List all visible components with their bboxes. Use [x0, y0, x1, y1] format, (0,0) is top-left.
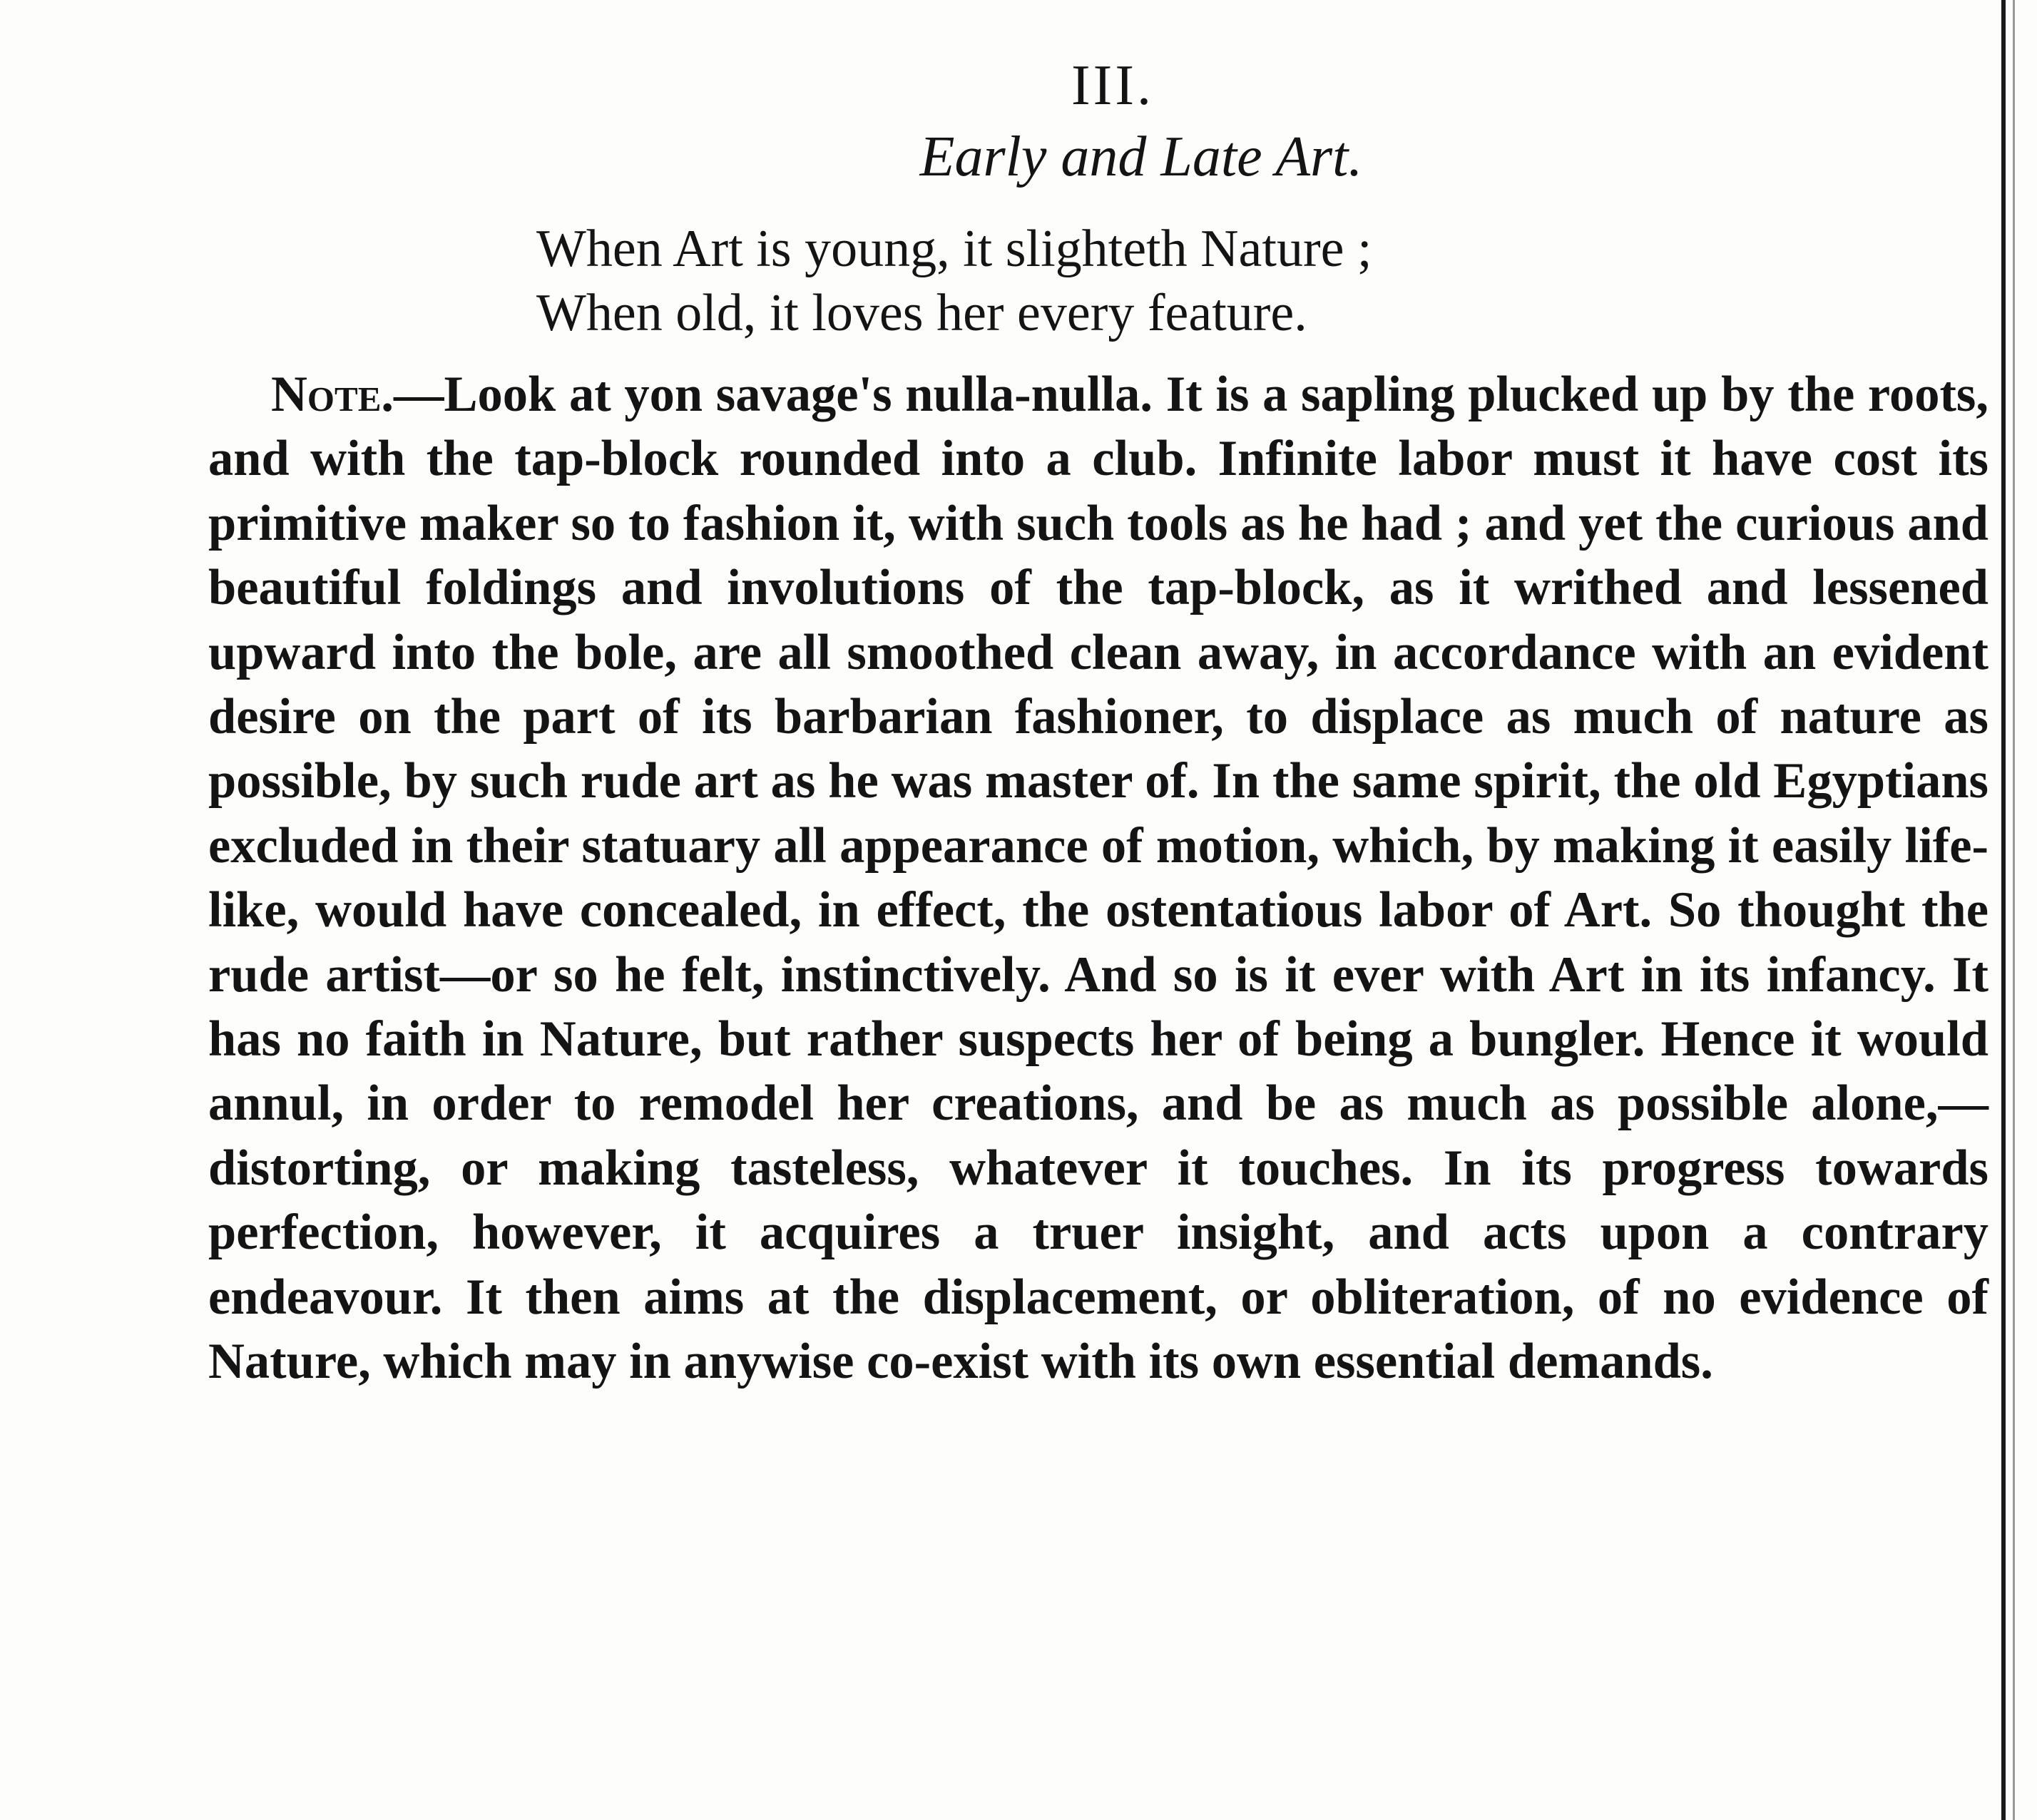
verse-line-2: When old, it loves her every feature. [536, 284, 1307, 342]
section-numeral: III. [1071, 54, 1154, 117]
verse-line-1: When Art is young, it slighteth Nature ; [536, 220, 1372, 278]
column-rule [2001, 0, 2006, 1820]
section-title: Early and Late Art. [919, 126, 1363, 188]
note-label: Note. [271, 367, 394, 422]
column-rule-edge [2013, 0, 2015, 1820]
article [208, 50, 1988, 1394]
note-text: —Look at yon savage's nulla-nulla. It is a sapling plucked up by the roots, and with the tap-block rounded into a club. Infinite labor must it have cost its primitive maker so to fashion it, with such tools as he had ; and yet the curious and beautiful foldings and involutions of the tap-block, as it writhed and lessened upward into the bole, are all smoothed clean away, in accordance with an evident desire on the part of its barbarian fashioner, to displace as much of nature as possible, by such rude art as he was master of. In the same spirit, the old Egyptians excluded in their statuary all appearance of motion, which, by making it easily life-like, would have concealed, in effect, the ostentatious labor of Art. So thought the rude artist—or so he felt, instinctively. And so is it ever with Art in its infancy. It has no faith in Nature, but rather suspects her of being a bungler. Hence it would annul, in order to remodel her creations, and be as much as possible alone,—distorting, or making tasteless, whatever it touches. In its progress towards perfection, however, it acquires a truer insight, and acts upon a contrary endeavour. It then aims at the displacement, or obliteration, of no evidence of Nature, which may in anywise co-exist with its own essential demands. [208, 367, 1988, 1390]
verse [536, 217, 1988, 345]
note-paragraph [208, 362, 1988, 1394]
